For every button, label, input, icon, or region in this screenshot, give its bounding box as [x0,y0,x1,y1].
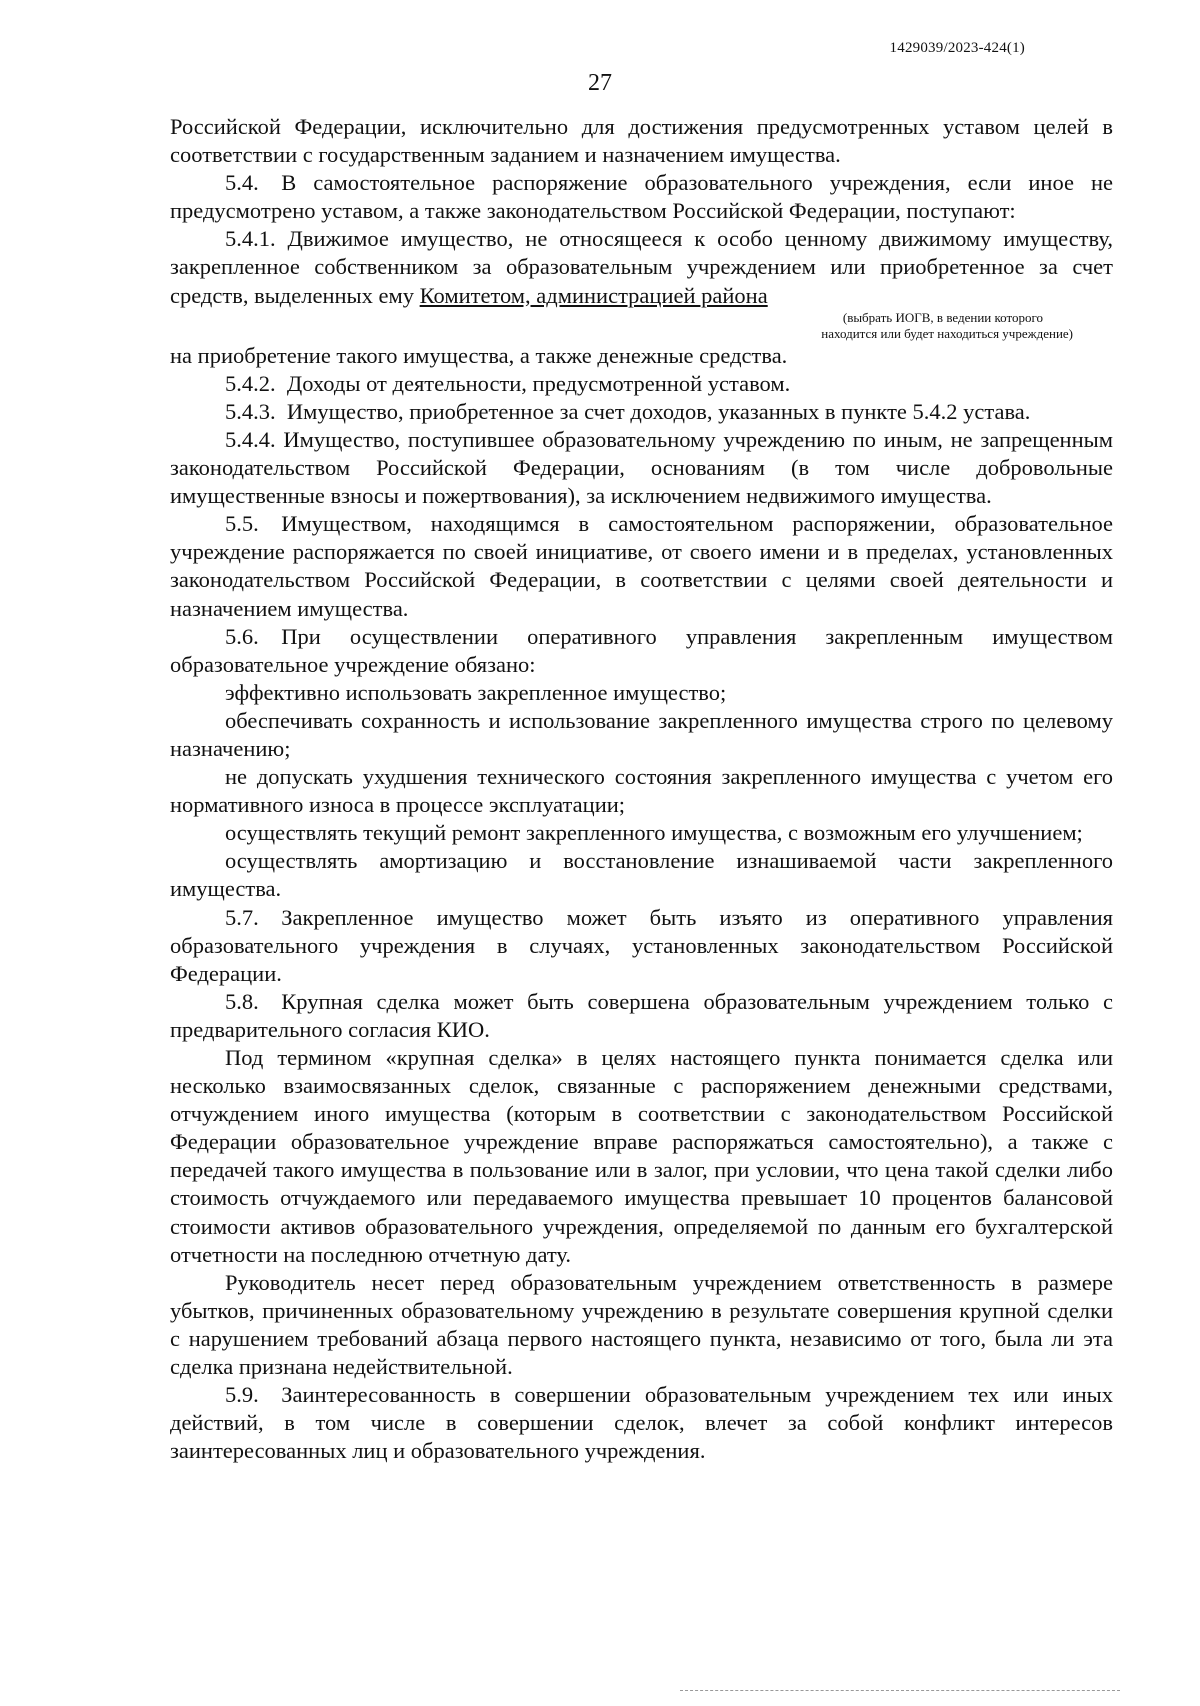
clause-5-4-1 [170,225,1113,309]
clause-5-9: 5.9. Заинтересованность в совершении образовательным учреждением тех или иных действий, в том числе в совершении сделок, влечет за собой конфликт интересов заинтересованных лиц и образовательного учреждения. [170,1382,1113,1464]
clause-5-6-item-1: эффективно использовать закрепленное имущество; [225,679,727,705]
clause-5-8-liability: Руководитель несет перед образовательным учреждением ответственность в размере убытков, причиненных образовательному учреждению в результате совершения крупной сделки с нарушением требований абзаца первого настоящего пункта, независимо от того, была ли эта сделка признана недействительной. [170,1269,1113,1380]
clause-5-6: 5.6. При осуществлении оперативного управления закрепленным имуществом образовательное учреждение обязано: [170,623,1113,677]
clause-5-6-item-4: осуществлять текущий ремонт закрепленного имущества, с возможным его улучшением; [225,820,1083,846]
clause-5-4-3: 5.4.3. Имущество, приобретенное за счет доходов, указанных в пункте 5.4.2 устава. [225,398,1031,424]
clause-5-4-2: 5.4.2. Доходы от деятельности, предусмотренной уставом. [225,370,791,396]
clause-5-8-definition: Под термином «крупная сделка» в целях настоящего пункта понимается сделка или несколько взаимосвязанных сделок, связанные с распоряжением денежными средствами, отчуждением иного имущества (которым в соответствии с законодательством Российской Федерации образовательное учреждение вправе распоряжаться самостоятельно), а также с передачей такого имущества в пользование или в залог, при условии, что цена такой сделки либо стоимость отчуждаемого или передаваемого имущества превышает 10 процентов балансовой стоимости активов образовательного учреждения, определяемой по данным его бухгалтерской отчетности на последнюю отчетную дату. [170,1045,1113,1267]
clause-5-4-1-text: 5.4.1. Движимое имущество, не относящееся к особо ценному движимому имуществу, закрепленное собственником за образовательным учреждением или приобретенное за счет средств, выделенных ему [170,226,1113,308]
clause-5-4-4: 5.4.4. Имущество, поступившее образовательному учреждению по иным, не запрещенным законодательством Российской Федерации, основаниям (в том числе добровольные имущественные взносы и пожертвования), за исключением недвижимого имущества. [170,426,1113,509]
clause-5-4: 5.4. В самостоятельное распоряжение образовательного учреждения, если иное не предусмотрено уставом, а также законодательством Российской Федерации, поступают: [170,170,1113,224]
paragraph-continuation: Российской Федерации, исключительно для достижения предусмотренных уставом целей в соответствии с государственным заданием и назначением имущества. [170,114,1113,168]
footnote-hint-line-1: (выбрать ИОГВ, в ведении которого [842,309,1043,325]
clause-5-6-item-5: осуществлять амортизацию и восстановление изнашиваемой части закрепленного имущества. [170,848,1113,902]
committee-underlined-text: Комитетом, администрацией района [419,282,768,308]
clause-5-5: 5.5. Имуществом, находящимся в самостоятельном распоряжении, образовательное учреждение распоряжается по своей инициативе, от своего имени и в пределах, установленных законодательством Российской Федерации, в соответствии с целями своей деятельности и назначением имущества. [170,511,1113,621]
document-id: 1429039/2023-424(1) [889,40,1025,56]
scan-footer-line [680,1690,1120,1695]
clause-5-6-item-3: не допускать ухудшения технического состояния закрепленного имущества с учетом его нормативного износа в процессе эксплуатации; [170,764,1113,818]
clause-5-4-1-end: на приобретение такого имущества, а также денежные средства. [170,342,788,368]
document-body [170,113,1113,1465]
clause-5-8: 5.8. Крупная сделка может быть совершена образовательным учреждением только с предварительного согласия КИО. [170,988,1113,1042]
page-number: 27 [588,70,612,96]
footnote-hint-line-2: находится или будет находиться учреждение) [821,325,1073,341]
clause-5-6-item-2: обеспечивать сохранность и использование закрепленного имущества строго по целевому назначению; [170,707,1113,761]
clause-5-7: 5.7. Закрепленное имущество может быть изъято из оперативного управления образовательного учреждения в случаях, установленных законодательством Российской Федерации. [170,904,1113,986]
footnote-hint [170,310,1073,342]
